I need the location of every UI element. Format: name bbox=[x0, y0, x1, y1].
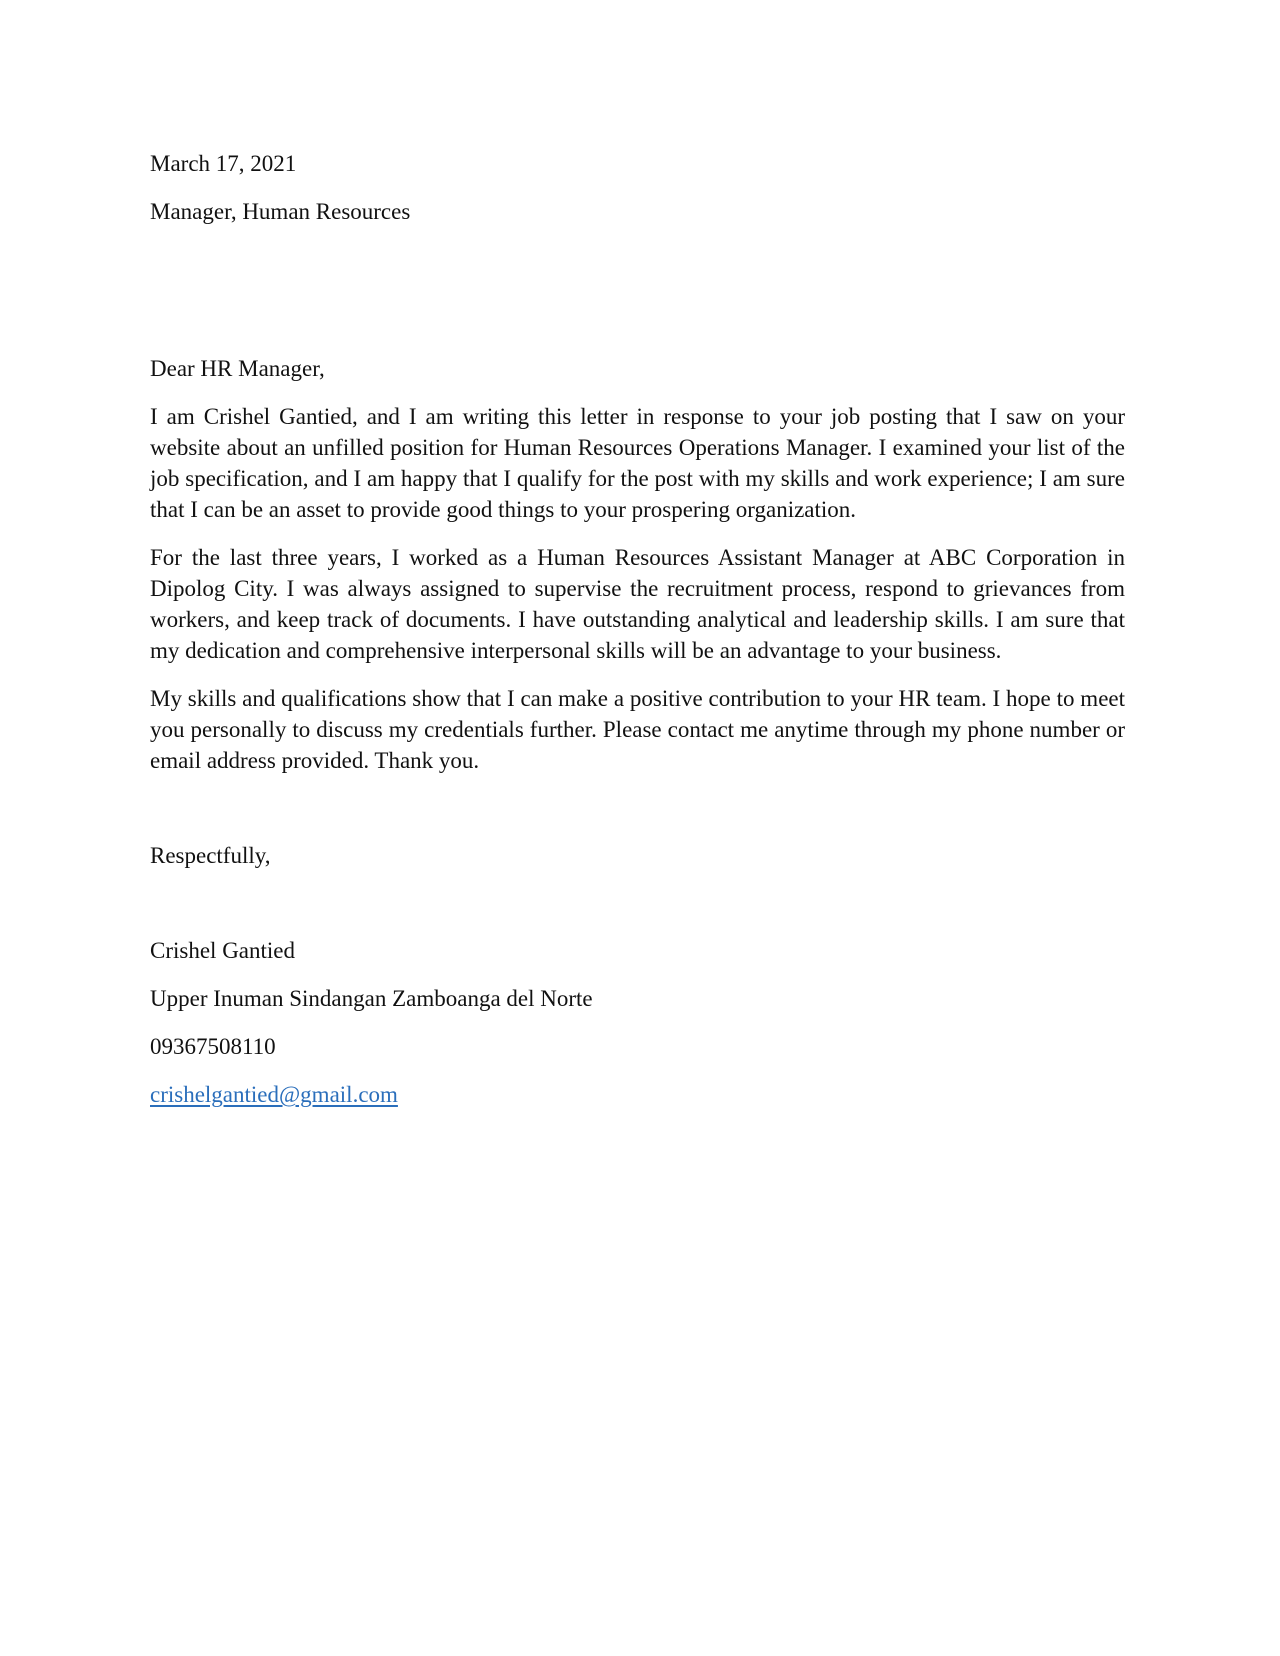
sender-name: Crishel Gantied bbox=[150, 938, 295, 963]
letter-paragraph-closing-remarks: My skills and qualifications show that I can make a positive contribution to your HR team. I hope to meet you personally to discuss my credentials further. Please contact me anytime through my phone number or email address provided. Thank you. bbox=[150, 686, 1125, 773]
letter-recipient: Manager, Human Resources bbox=[150, 199, 411, 224]
letter-closing: Respectfully, bbox=[150, 843, 271, 868]
sender-email-link[interactable]: crishelgantied@gmail.com bbox=[150, 1082, 398, 1107]
letter-date: March 17, 2021 bbox=[150, 151, 297, 176]
sender-email-line bbox=[150, 1079, 1125, 1110]
letter-paragraph-intro: I am Crishel Gantied, and I am writing this letter in response to your job posting that I saw on your website about an unfilled position for Human Resources Operations Manager. I examined your list of the job specification, and I am happy that I qualify for the post with my skills and work experience; I am sure that I can be an asset to provide good things to your prospering organization. bbox=[150, 404, 1125, 522]
letter-body bbox=[150, 148, 1125, 1127]
letter-paragraph-experience: For the last three years, I worked as a Human Resources Assistant Manager at ABC Corporation in Dipolog City. I was always assigned to supervise the recruitment process, respond to grievances from workers, and keep track of documents. I have outstanding analytical and leadership skills. I am sure that my dedication and comprehensive interpersonal skills will be an advantage to your business. bbox=[150, 545, 1125, 663]
letter-salutation: Dear HR Manager, bbox=[150, 356, 325, 381]
sender-phone: 09367508110 bbox=[150, 1034, 276, 1059]
sender-address: Upper Inuman Sindangan Zamboanga del Norte bbox=[150, 986, 593, 1011]
